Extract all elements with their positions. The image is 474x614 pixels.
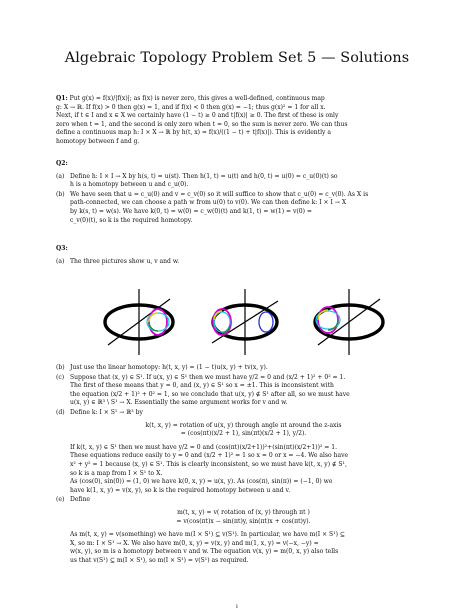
q3-d-line-0: Define k: I × S¹ → ℝ³ by xyxy=(70,408,143,416)
q3-c-line-1: The first of these means that y = 0, and (x, y) ∈ S¹ so x = ±1. This is inconsistent with xyxy=(70,382,334,390)
q3-b-line-0: Just use the linear homotopy: h(t, x, y) = (1 − t)u(x, y) + tv(x, y). xyxy=(70,364,268,371)
q3-e-rest-1: X, so m: I × S¹ → X. We also have m(0, x, y) = v(x, y) and m(1, x, y) = v(−x, −y) = xyxy=(70,539,319,547)
q2-b-line-3: c_v(0)(t), so k is the required homotopy. xyxy=(70,216,193,224)
q3-d-rest-3: so k is a map from I × S¹ to X. xyxy=(70,469,163,477)
q3-c-line-0: Suppose that (x, y) ∈ S¹. If u(x, y) ∈ S¹ then we must have y/2 = 0 and (x/2 + 1)² + 0² = 1. xyxy=(70,373,346,381)
q2-section xyxy=(56,160,417,226)
q3-e-rest-2: w(x, y), so m is a homotopy between v and w. The equation v(x, y) = m(0, x, y) also tells xyxy=(70,548,339,556)
q3-item-a xyxy=(56,258,417,267)
q2-b-line-2: by k(s, t) = w(s). We have k(0, t) = w(0) = c_w(0)(t) and k(1, t) = w(1) = v(0) = xyxy=(70,207,312,215)
q3-item-d xyxy=(56,409,417,495)
q3-c-line-3: u(x, y) ∈ ℝ³ \ S¹ → X. Essentially the same argument works for v and w. xyxy=(70,399,288,407)
q2-a-line-1: h is a homotopy between u and c_u(0). xyxy=(70,181,189,189)
q3-label: Q3: xyxy=(56,245,68,252)
k-def-line-0: k(t, x, y) = rotation of u(x, y) through angle πt around the z-axis xyxy=(145,421,342,429)
q3-a-text: The three pictures show u, v and w. xyxy=(70,257,180,265)
q3-item-a-label: (a) xyxy=(56,257,65,265)
q3-e-text: Define xyxy=(70,496,90,504)
figure-v xyxy=(206,287,284,357)
q1-line-1: g: X → ℝ. If f(x) > 0 then g(x) = 1, and if f(x) < 0 then g(x) = −1; thus g(x)² = 1 for all x. xyxy=(56,103,326,111)
q3-d-rest-2: x² + y² = 1 because (x, y) ∈ S¹. This is clearly inconsistent, so we must have k(t, x, y) ∉ S¹, xyxy=(70,460,347,468)
q1-line-2: Next, if t ∈ I and x ∈ X we certainly have (1 − t) ≥ 0 and t|f(x)| ≥ 0. The first of these is only xyxy=(56,112,339,120)
figure-u xyxy=(100,287,178,357)
q3-item-c-label: (c) xyxy=(56,373,65,381)
q2-item-b-label: (b) xyxy=(56,190,65,198)
q2-b-line-0: We have seen that u ≃ c_u(0) and v ≃ c_v(0) so it will suffice to show that c_u(0) ≃ c_v(0). As X is xyxy=(70,190,369,198)
q1-section xyxy=(56,95,417,147)
m-def-line-0: m(t, x, y) = v( rotation of (x, y) through πt ) xyxy=(177,508,310,516)
q2-item-a-label: (a) xyxy=(56,172,65,180)
q2-label: Q2: xyxy=(56,160,68,167)
q3-c-line-2: the equation (x/2 + 1)² + 0² = 1, so we conclude that u(x, y) ∉ S¹ after all, so we must have xyxy=(70,390,350,398)
q3-e-rest-0: As m(t, x, y) = v(something) we have m(I × S¹) ⊆ v(S¹). In particular, we have m(I × S¹) ⊆ xyxy=(70,531,345,539)
q3-continued xyxy=(56,364,417,566)
q3-d-rest-5: have k(1, x, y) = v(x, y), so k is the required homotopy between u and v. xyxy=(70,486,291,494)
q3-item-b-label: (b) xyxy=(56,364,65,371)
q3-section xyxy=(56,245,417,267)
k-def-line-1: = (cos(πt)(x/2 + 1), sin(πt)(x/2 + 1), y/2). xyxy=(180,430,307,438)
q3-d-rest-1: These equations reduce easily to y = 0 and (x/2 + 1)² = 1 so x = 0 or x = −4. We also have xyxy=(70,452,349,460)
q3-d-rest-4: As (cos(0), sin(0)) = (1, 0) we have k(0, x, y) = u(x, y). As (cos(π), sin(π)) = (−1, 0) we xyxy=(70,478,333,486)
figure-w xyxy=(310,287,388,357)
q1-line-0: Q1: Put g(x) = f(x)/|f(x)|; as f(x) is never zero, this gives a well-defined, continuous map xyxy=(56,95,325,102)
q1-line-5: homotopy between f and g. xyxy=(56,137,140,145)
q3-item-c xyxy=(56,374,417,408)
q2-a-line-0: Define h: I × I → X by h(s, t) = u(st). Then h(1, t) = u(t) and h(0, t) = u(0) = c_u(0)(t) so xyxy=(70,172,338,180)
q2-item-a xyxy=(56,173,417,190)
q2-b-line-1: path-connected, we can choose a path w from u(0) to v(0). We can then define k: I × I → X xyxy=(70,199,347,207)
q3-item-d-label: (d) xyxy=(56,408,65,416)
q3-d-rest-0: If k(t, x, y) ∈ S¹ then we must have y/2 = 0 and (cos(πt)(x/2+1))²+(sin(πt)(x/2+1))² = 1. xyxy=(70,443,338,451)
q1-line-3: zero when t = 1, and the second is only zero when t = 0, so the sum is never zero. We can thus xyxy=(56,120,348,128)
q1-line-4: define a continuous map h: I × X → ℝ by h(t, x) = f(x)/((1 − t) + t|f(x)|). This is evidently a xyxy=(56,129,331,137)
page-title: Algebraic Topology Problem Set 5 — Solutions xyxy=(64,50,410,66)
q3-item-e xyxy=(56,496,417,565)
q2-item-b xyxy=(56,191,417,225)
page-number: 1 xyxy=(235,604,239,610)
q3-e-rest-3: us that v(S¹) ⊆ m(I × S¹), so m(I × S¹) = v(S¹) as required. xyxy=(70,556,249,564)
m-def-line-1: = v(cos(πt)x − sin(πt)y, sin(πt)x + cos(πt)y). xyxy=(176,517,311,525)
q3-figures xyxy=(100,287,400,357)
q3-item-b xyxy=(56,364,417,373)
q1-label: Q1: xyxy=(56,95,68,102)
q3-item-e-label: (e) xyxy=(56,496,65,504)
